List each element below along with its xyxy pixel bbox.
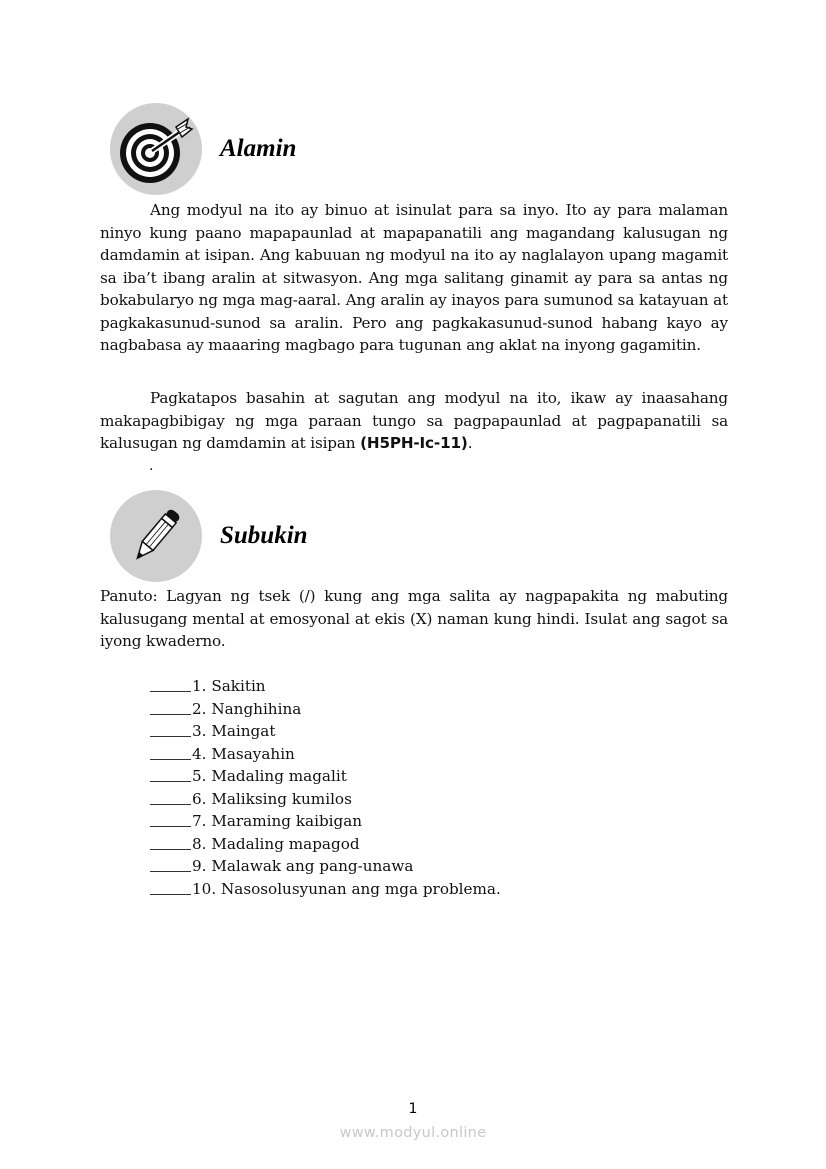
section-title-subukin: Subukin [220,522,308,549]
answer-blank[interactable] [150,765,191,782]
subukin-instructions: Panuto: Lagyan ng tsek (/) kung ang mga salita ay nagpapakita ng mabuting kalusugang mental at emosyonal at ekis (X) naman kung hindi. Isulat ang sagot sa iyong kwaderno. [100,587,728,650]
subukin-header [110,490,308,582]
competency-code: (H5PH-Ic-11) [360,434,468,452]
answer-blank[interactable] [150,833,191,850]
answer-blank[interactable] [150,698,191,715]
pencil-icon [110,490,202,582]
alamin-paragraph-2 [100,387,728,455]
list-item [150,675,501,698]
stray-dot: . [149,458,154,474]
alamin-paragraph-2-text: Pagkatapos basahin at sagutan ang modyul na ito, ikaw ay inaasahang makapagbibigay ng mga paraan tungo sa pagpapaunlad at pagpapanatili sa kalusugan ng damdamin at isipan [100,389,728,452]
answer-blank[interactable] [150,788,191,805]
alamin-header [110,103,296,195]
list-item [150,855,501,878]
answer-blank[interactable] [150,878,191,895]
watermark: www.modyul.online [339,1125,487,1141]
item-text: 9. Malawak ang pang-unawa [192,857,414,875]
test-items-list [150,675,501,900]
item-text: 7. Maraming kaibigan [192,812,363,830]
item-text: 4. Masayahin [192,744,295,763]
section-title-alamin: Alamin [220,135,297,162]
alamin-paragraph-1: Ang modyul na ito ay binuo at isinulat para sa inyo. Ito ay para malaman ninyo kung paano mapapaunlad at mapapanatili ang magandang kalusugan ng damdamin at isipan. Ang kabuuan ng modyul na ito ay naglalayon upang magamit sa iba’t ibang aralin at sitwasyon. Ang mga salitang ginamit ay para sa antas ng bokabularyo ng mga mag-aaral. Ang aralin ay inayos para sumunod sa katayuan at pagkakasunud-sunod sa aralin. Pero ang pagkakasunud-sunod habang kayo ay nagbabasa ay maaaring magbago para tugunan ang aklat na inyong gagamitin. [100,201,728,354]
list-item [150,765,501,788]
item-text: 8. Madaling mapagod [192,834,360,853]
answer-blank[interactable] [150,743,191,760]
item-text: 3. Maingat [192,722,276,740]
item-text: 2. Nanghihina [192,699,302,718]
list-item [150,720,501,743]
item-text: 10. Nasosolusyunan ang mga problema. [192,879,501,898]
answer-blank[interactable] [150,855,191,872]
list-item [150,833,501,856]
answer-blank[interactable] [150,675,191,692]
answer-blank[interactable] [150,720,191,737]
alamin-paragraph-2-end: . [467,434,473,452]
page-number: 1 [408,1101,418,1117]
list-item [150,698,501,721]
item-text: 6. Maliksing kumilos [192,789,352,808]
target-icon [110,103,202,195]
list-item [150,878,501,901]
item-text: 5. Madaling magalit [192,767,347,785]
list-item [150,743,501,766]
list-item [150,810,501,833]
list-item [150,788,501,811]
answer-blank[interactable] [150,810,191,827]
item-text: 1. Sakitin [192,677,266,695]
